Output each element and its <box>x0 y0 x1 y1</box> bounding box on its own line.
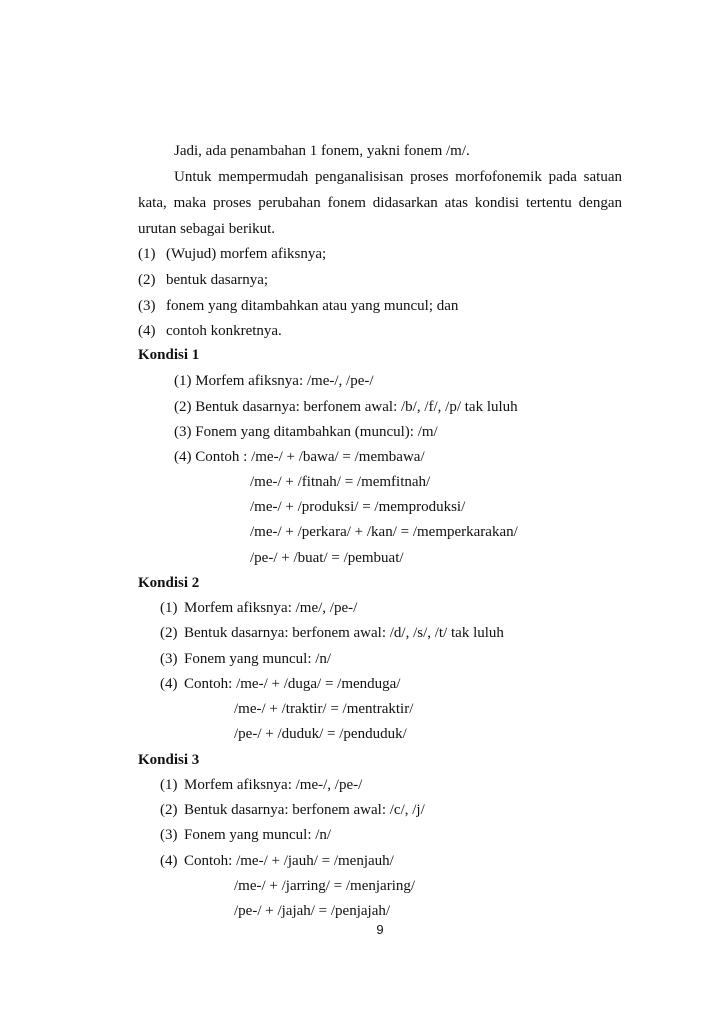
list-item-number: (1) <box>160 777 178 793</box>
list-item-number: (4) <box>138 323 156 339</box>
intro-paragraph-2-line-2: kata, maka proses perubahan fonem didasarkan atas kondisi tertentu dengan <box>138 195 622 211</box>
list-item-number: (1) <box>138 246 156 262</box>
list-item-number: (3) <box>160 827 178 843</box>
list-item-text: Fonem yang muncul: /n/ <box>184 651 332 667</box>
page-number: 9 <box>376 922 384 937</box>
list-item: (2) Bentuk dasarnya: berfonem awal: /b/, /f/, /p/ tak luluh <box>174 399 518 415</box>
list-item: (3) Fonem yang ditambahkan (muncul): /m/ <box>174 424 438 440</box>
section-heading-kondisi-2: Kondisi 2 <box>138 575 200 591</box>
example-line: /me-/ + /traktir/ = /mentraktir/ <box>234 701 414 717</box>
example-line: /me-/ + /jarring/ = /menjaring/ <box>234 878 416 894</box>
list-item-text: Fonem yang muncul: /n/ <box>184 827 332 843</box>
list-item: (1) Morfem afiksnya: /me-/, /pe-/ <box>174 373 374 389</box>
list-item-text: Contoh: /me-/ + /jauh/ = /menjauh/ <box>184 853 394 869</box>
list-item-number: (4) <box>160 853 178 869</box>
intro-paragraph-2-line-3: urutan sebagai berikut. <box>138 221 276 237</box>
list-item-text: fonem yang ditambahkan atau yang muncul; dan <box>166 298 459 314</box>
example-line: /me-/ + /produksi/ = /memproduksi/ <box>250 499 466 515</box>
list-item-text: Bentuk dasarnya: berfonem awal: /d/, /s/, /t/ tak luluh <box>184 625 504 641</box>
intro-paragraph-1: Jadi, ada penambahan 1 fonem, yakni fonem /m/. <box>174 143 470 159</box>
example-line: /me-/ + /perkara/ + /kan/ = /memperkarakan/ <box>250 524 518 540</box>
list-item-number: (4) <box>160 676 178 692</box>
list-item-number: (3) <box>138 298 156 314</box>
example-line: /pe-/ + /duduk/ = /penduduk/ <box>234 726 407 742</box>
list-item-text: Contoh: /me-/ + /duga/ = /menduga/ <box>184 676 401 692</box>
list-item-text: contoh konkretnya. <box>166 323 282 339</box>
list-item-text: Morfem afiksnya: /me/, /pe-/ <box>184 600 358 616</box>
example-line: /pe-/ + /buat/ = /pembuat/ <box>250 550 404 566</box>
list-item-text: (Wujud) morfem afiksnya; <box>166 246 327 262</box>
list-item-number: (2) <box>160 802 178 818</box>
list-item: (4) Contoh : /me-/ + /bawa/ = /membawa/ <box>174 449 425 465</box>
list-item-number: (2) <box>138 272 156 288</box>
example-line: /me-/ + /fitnah/ = /memfitnah/ <box>250 474 431 490</box>
list-item-text: Bentuk dasarnya: berfonem awal: /c/, /j/ <box>184 802 425 818</box>
list-item-number: (3) <box>160 651 178 667</box>
section-heading-kondisi-3: Kondisi 3 <box>138 752 200 768</box>
list-item-number: (1) <box>160 600 178 616</box>
list-item-text: Morfem afiksnya: /me-/, /pe-/ <box>184 777 363 793</box>
intro-paragraph-2-line-1: Untuk mempermudah penganalisisan proses morfofonemik pada satuan <box>174 169 622 185</box>
section-heading-kondisi-1: Kondisi 1 <box>138 347 200 363</box>
list-item-text: bentuk dasarnya; <box>166 272 269 288</box>
list-item-number: (2) <box>160 625 178 641</box>
example-line: /pe-/ + /jajah/ = /penjajah/ <box>234 903 391 919</box>
